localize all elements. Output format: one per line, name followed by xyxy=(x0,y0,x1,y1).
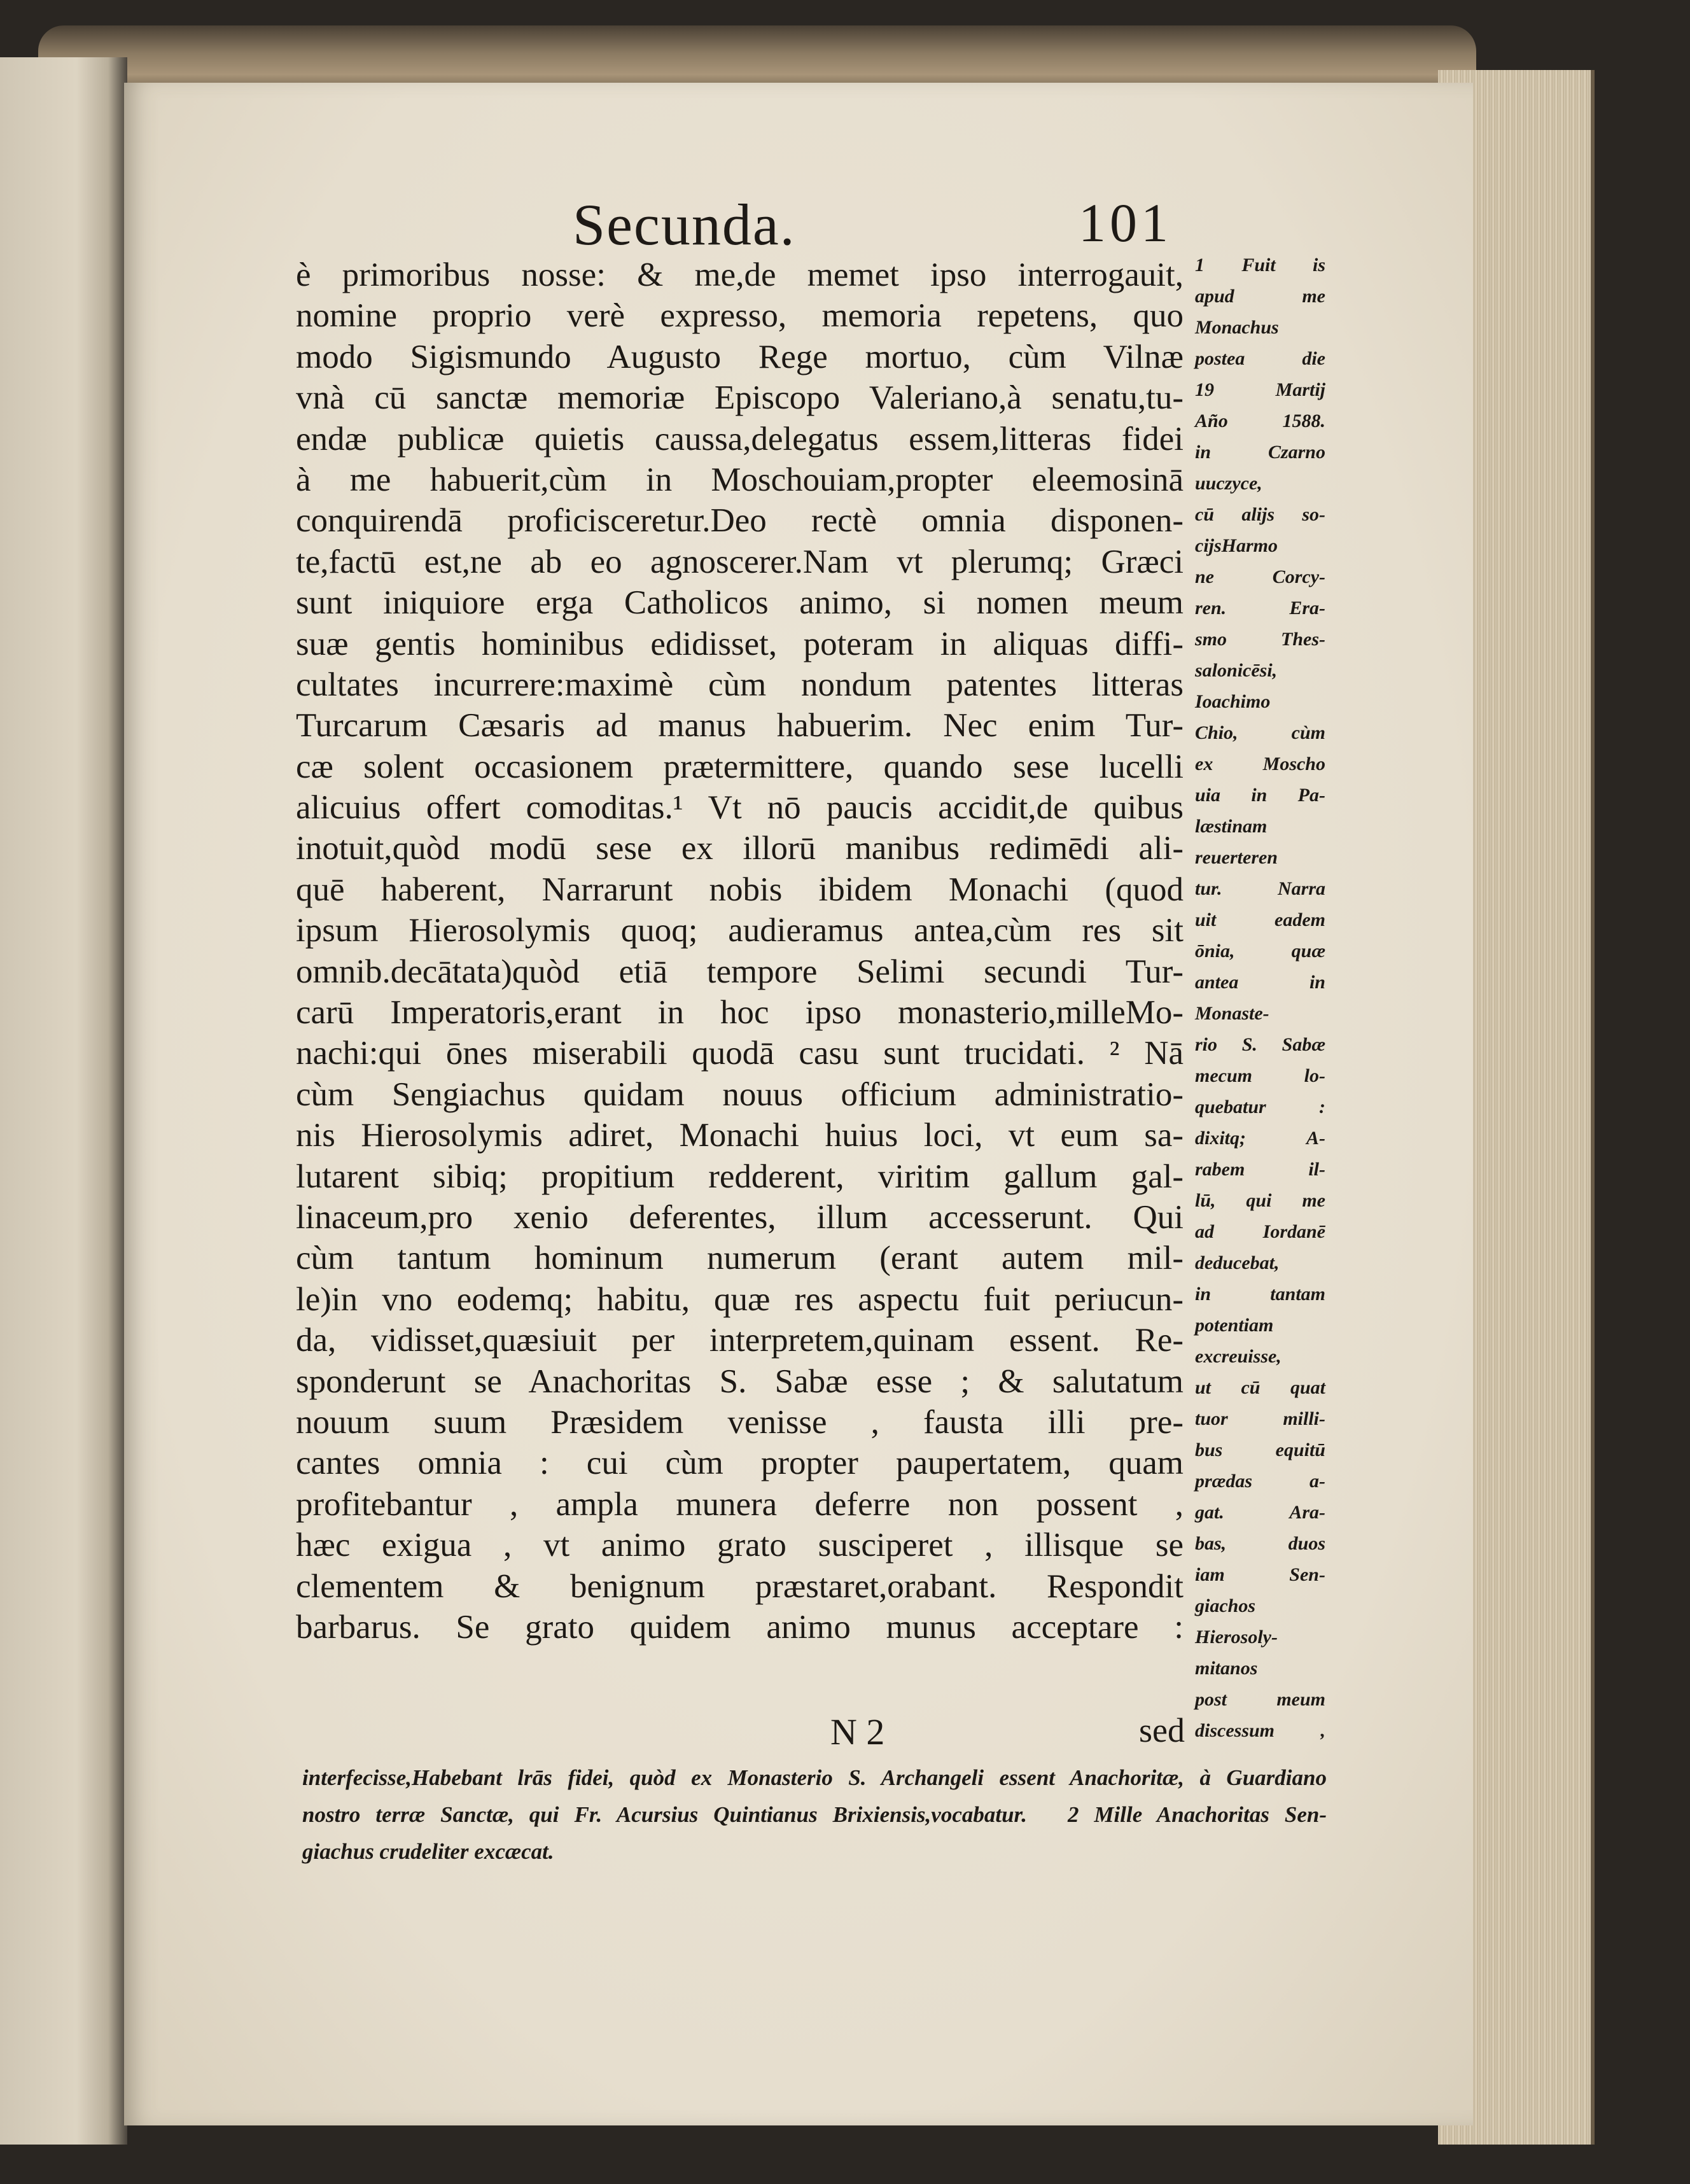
margin-note-line: cū alijs so- xyxy=(1195,504,1325,525)
margin-note-line: giachos xyxy=(1195,1595,1256,1616)
text-line: cantes omnia : cui cùm propter paupertatem, quam xyxy=(296,1445,1184,1482)
text-line: endæ publicæ quietis caussa,delegatus essem,litteras fidei xyxy=(296,420,1184,458)
margin-note-line: post meum xyxy=(1195,1689,1325,1710)
margin-note-line: Monaste- xyxy=(1195,1003,1269,1024)
margin-note-line: in Czarno xyxy=(1195,442,1325,463)
margin-note-line: Chio, cùm xyxy=(1195,722,1325,743)
margin-note-line: cijsHarmo xyxy=(1195,535,1278,556)
margin-note-line: iam Sen- xyxy=(1195,1564,1325,1585)
left-page-edge xyxy=(0,57,127,2145)
text-line: hæc exigua , vt animo grato susciperet , illisque se xyxy=(296,1527,1184,1564)
margin-note-line: postea die xyxy=(1195,348,1325,369)
footnotes xyxy=(302,1760,1327,1870)
text-line: conquirendā proficisceretur.Deo rectè omnia disponen- xyxy=(296,502,1184,540)
margin-note-line: tuor milli- xyxy=(1195,1408,1325,1429)
main-text xyxy=(296,255,1184,1648)
margin-note-line: ad Iordanē xyxy=(1195,1221,1325,1242)
text-line: vnà cū sanctæ memoriæ Episcopo Valeriano,à senatu,tu- xyxy=(296,379,1184,417)
running-title: Secunda. xyxy=(573,192,796,257)
margin-note-line: lū, qui me xyxy=(1195,1190,1325,1211)
text-line: cæ solent occasionem prætermittere, quando sese lucelli xyxy=(296,748,1184,785)
margin-note-line: uia in Pa- xyxy=(1195,785,1325,806)
margin-note-line: bas, duos xyxy=(1195,1533,1325,1554)
text-line: cultates incurrere:maximè cùm nondum patentes litteras xyxy=(296,666,1184,703)
margin-note-line: læstinam xyxy=(1195,816,1268,837)
text-line: alicuius offert comoditas.¹ Vt nō paucis accidit,de quibus xyxy=(296,789,1184,827)
text-line: cùm tantum hominum numerum (erant autem mil- xyxy=(296,1240,1184,1277)
margin-note-line: apud me xyxy=(1195,286,1325,307)
margin-note-line: discessum , xyxy=(1195,1720,1325,1741)
text-line: nouum suum Præsidem venisse , fausta illi pre- xyxy=(296,1403,1184,1441)
margin-note-line: deducebat, xyxy=(1195,1252,1280,1273)
margin-note-line: rabem il- xyxy=(1195,1159,1325,1180)
margin-note-line: potentiam xyxy=(1195,1315,1274,1336)
margin-note-line: excreuisse, xyxy=(1195,1346,1281,1367)
text-line: ipsum Hierosolymis quoq; audieramus antea,cùm res sit xyxy=(296,912,1184,949)
text-line: modo Sigismundo Augusto Rege mortuo, cùm Vilnæ xyxy=(296,338,1184,375)
text-line: linaceum,pro xenio deferentes, illum accesserunt. Qui xyxy=(296,1198,1184,1236)
margin-note-line: quebatur : xyxy=(1195,1096,1325,1117)
margin-note-line: rio S. Sabæ xyxy=(1195,1034,1325,1055)
footnote-line xyxy=(302,1796,1327,1833)
margin-note-line: uuczyce, xyxy=(1195,473,1262,494)
page-number: 101 xyxy=(1079,192,1172,253)
catchword: sed xyxy=(1139,1711,1185,1749)
text-line: cùm Sengiachus quidam nouus officium administratio- xyxy=(296,1075,1184,1113)
text-line: da, vidisset,quæsiuit per interpretem,quinam essent. Re- xyxy=(296,1322,1184,1359)
margin-note-line: 1 Fuit is xyxy=(1195,255,1325,276)
margin-note-line: smo Thes- xyxy=(1195,629,1325,650)
margin-note-line: ut cū quat xyxy=(1195,1377,1325,1398)
text-line: carū Imperatoris,erant in hoc ipso monasterio,milleMo- xyxy=(296,994,1184,1032)
text-line: clementem & benignum præstaret,orabant. Respondit xyxy=(296,1567,1184,1605)
margin-note-line: prædas a- xyxy=(1195,1471,1325,1492)
text-line: le)in vno eodemq; habitu, quæ res aspectu fuit periucun- xyxy=(296,1280,1184,1318)
text-line: te,factū est,ne ab eo agnoscerer.Nam vt plerumq; Græci xyxy=(296,543,1184,580)
text-line: sponderunt se Anachoritas S. Sabæ esse ; & salutatum xyxy=(296,1362,1184,1400)
text-line: nomine proprio verè expresso, memoria repetens, quo xyxy=(296,297,1184,335)
text-line: quē haberent, Narrarunt nobis ibidem Monachi (quod xyxy=(296,871,1184,908)
margin-note-line: Año 1588. xyxy=(1195,410,1325,431)
footnote-line: interfecisse,Habebant lrās fidei, quòd ex Monasterio S. Archangeli essent Anachoritæ, à Guardiano xyxy=(302,1765,1327,1790)
margin-note-line: Monachus xyxy=(1195,317,1279,338)
text-line: à me habuerit,cùm in Moschouiam,propter eleemosinā xyxy=(296,461,1184,498)
footnote-line-part: 2 Mille Anachoritas Sen- xyxy=(1067,1802,1327,1827)
signature-mark: N 2 xyxy=(830,1711,885,1753)
margin-note-line: mecum lo- xyxy=(1195,1065,1325,1086)
margin-note-line: gat. Ara- xyxy=(1195,1502,1325,1523)
margin-note-line: 19 Martij xyxy=(1195,379,1325,400)
text-line: lutarent sibiq; propitium redderent, viritim gallum gal- xyxy=(296,1158,1184,1195)
margin-note-line: in tantam xyxy=(1195,1284,1325,1305)
text-line: è primoribus nosse: & me,de memet ipso interrogauit, xyxy=(296,256,1184,293)
margin-note-line: ne Corcy- xyxy=(1195,566,1325,587)
text-line: nis Hierosolymis adiret, Monachi huius loci, vt eum sa- xyxy=(296,1117,1184,1154)
margin-note-line: salonicēsi, xyxy=(1195,660,1278,681)
margin-note-line: uit eadem xyxy=(1195,909,1325,930)
text-line: profitebantur , ampla munera deferre non possent , xyxy=(296,1485,1184,1523)
margin-note-line: Hierosoly- xyxy=(1195,1627,1278,1648)
footnote-line: giachus crudeliter excæcat. xyxy=(302,1839,554,1864)
margin-note-line: ex Moscho xyxy=(1195,753,1325,774)
text-line: omnib.decātata)quòd etiā tempore Selimi secundi Tur- xyxy=(296,953,1184,990)
margin-note-line: Ioachimo xyxy=(1195,691,1271,712)
text-line: Turcarum Cæsaris ad manus habuerim. Nec enim Tur- xyxy=(296,707,1184,745)
margin-note-line: mitanos xyxy=(1195,1658,1258,1679)
text-line: barbarus. Se grato quidem animo munus acceptare : xyxy=(296,1608,1184,1646)
text-line: inotuit,quòd modū sese ex illorū manibus redimēdi ali- xyxy=(296,830,1184,867)
footnote-line-part: nostro terræ Sanctæ, qui Fr. Acursius Quintianus Brixiensis,vocabatur. xyxy=(302,1802,1027,1827)
margin-note-line: tur. Narra xyxy=(1195,878,1325,899)
margin-note-line: ren. Era- xyxy=(1195,598,1325,619)
margin-note-line: bus equitū xyxy=(1195,1439,1325,1460)
margin-note-line: ōnia, quæ xyxy=(1195,941,1325,962)
margin-notes xyxy=(1195,249,1325,1746)
text-line: nachi:qui ōnes miserabili quodā casu sunt trucidati. ² Nā xyxy=(296,1035,1184,1072)
margin-note-line: antea in xyxy=(1195,972,1325,993)
margin-note-line: reuerteren xyxy=(1195,847,1278,868)
text-line: suæ gentis hominibus edidisset, poteram in aliquas diffi- xyxy=(296,625,1184,662)
margin-note-line: dixitq; A- xyxy=(1195,1128,1325,1149)
text-line: sunt iniquiore erga Catholicos animo, si nomen meum xyxy=(296,584,1184,622)
